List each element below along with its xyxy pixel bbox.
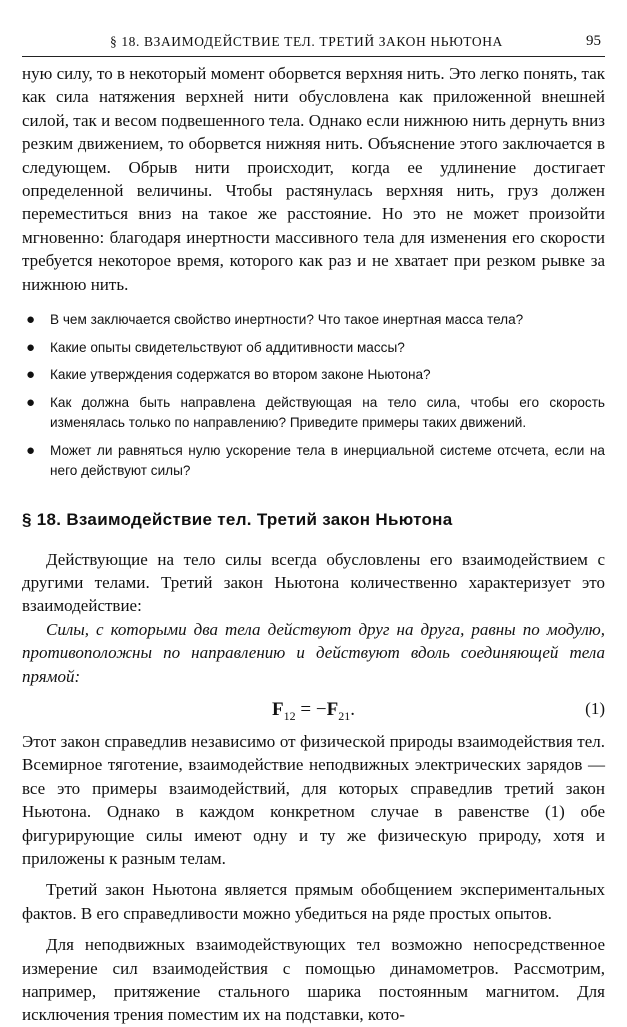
question-item bbox=[22, 393, 605, 434]
question-item bbox=[22, 338, 605, 359]
question-item bbox=[22, 441, 605, 482]
law-statement: Силы, с которыми два тела действуют друг на друга, равны по модулю, противоположны по направлению и действуют вдоль соединяющей тела прямой: bbox=[22, 619, 605, 686]
bullet-icon: ● bbox=[26, 338, 36, 356]
section-paragraph-3: Третий закон Ньютона является прямым обобщением экспериментальных фактов. В его справедливости можно убедиться на ряде простых опытов. bbox=[22, 880, 605, 923]
review-questions bbox=[22, 310, 605, 482]
question-item bbox=[22, 310, 605, 331]
question-item bbox=[22, 365, 605, 386]
force-subscript-lhs: 12 bbox=[283, 708, 296, 723]
section-heading: § 18. Взаимодействие тел. Третий закон Ньютона bbox=[22, 509, 453, 529]
equation-formula bbox=[22, 699, 605, 724]
question-text: Какие опыты свидетельствуют об аддитивности массы? bbox=[50, 339, 405, 355]
bullet-icon: ● bbox=[26, 311, 36, 329]
question-text: Какие утверждения содержатся во втором законе Ньютона? bbox=[50, 367, 431, 383]
question-text: Может ли равняться нулю ускорение тела в инерциальной системе отсчета, если на него действуют силы? bbox=[50, 442, 605, 479]
running-title: § 18. ВЗАИМОДЕЙСТВИЕ ТЕЛ. ТРЕТИЙ ЗАКОН НЬЮТОНА bbox=[110, 34, 503, 49]
equation-1 bbox=[22, 694, 605, 726]
force-symbol-rhs: F bbox=[326, 699, 339, 720]
page-number: 95 bbox=[586, 33, 601, 49]
bullet-icon: ● bbox=[26, 393, 36, 411]
equation-operator: = − bbox=[295, 699, 327, 720]
intro-paragraph: ную силу, то в некоторый момент оборвется верхняя нить. Это легко понять, так как сила натяжения верхней нити обусловлена как приложенной внешней силой, так и весом подвешенного тела. Однако если нижнюю нить дернуть вниз резким движением, то оборвется нижняя нить. Объяснение этого заключается в следующем. Обрыв нити происходит, когда ее удлинение достигает определенной величины. Чтобы растянулась верхняя нить, груз должен переместиться вниз на такое же расстояние. Но это не может произойти мгновенно: благодаря инертности массивного тела для изменения его скорости требуется некоторое время, которого как раз и не хватает при резком рывке за нижнюю нить. bbox=[22, 64, 605, 294]
bullet-icon: ● bbox=[26, 441, 36, 459]
running-header bbox=[22, 28, 605, 58]
section-paragraph-4: Для неподвижных взаимодействующих тел возможно непосредственное измерение сил взаимодействия с помощью динамометров. Рассмотрим, например, притяжение стального шарика постоянным магнитом. Для исключения трения поместим их на подставки, кото- bbox=[22, 935, 605, 1025]
equation-number: (1) bbox=[585, 699, 605, 718]
section-paragraph-1: Действующие на тело силы всегда обусловлены его взаимодействием с другими телами. Третий закон Ньютона количественно характеризует это взаимодействие: bbox=[22, 549, 605, 616]
header-rule bbox=[22, 56, 605, 57]
bullet-icon: ● bbox=[26, 366, 36, 384]
question-text: В чем заключается свойство инертности? Что такое инертная масса тела? bbox=[50, 312, 524, 328]
force-symbol-lhs: F bbox=[272, 699, 284, 720]
force-subscript-rhs: 21 bbox=[338, 708, 351, 723]
equation-end: . bbox=[350, 699, 355, 720]
question-text: Как должна быть направлена действующая на тело сила, чтобы его скорость изменялась только по направлению? Приведите примеры таких движений. bbox=[50, 394, 605, 431]
page-body bbox=[22, 62, 605, 1027]
section-paragraph-2: Этот закон справедлив независимо от физической природы взаимодействия тел. Всемирное тяготение, взаимодействие неподвижных электрических зарядов — все это примеры взаимодействий, для которых справедлив третий закон Ньютона. Однако в каждом конкретном случае в равенстве (1) обе фигурирующие силы имеют одну и ту же физическую природу, хотя и приложены к разным телам. bbox=[22, 732, 605, 869]
